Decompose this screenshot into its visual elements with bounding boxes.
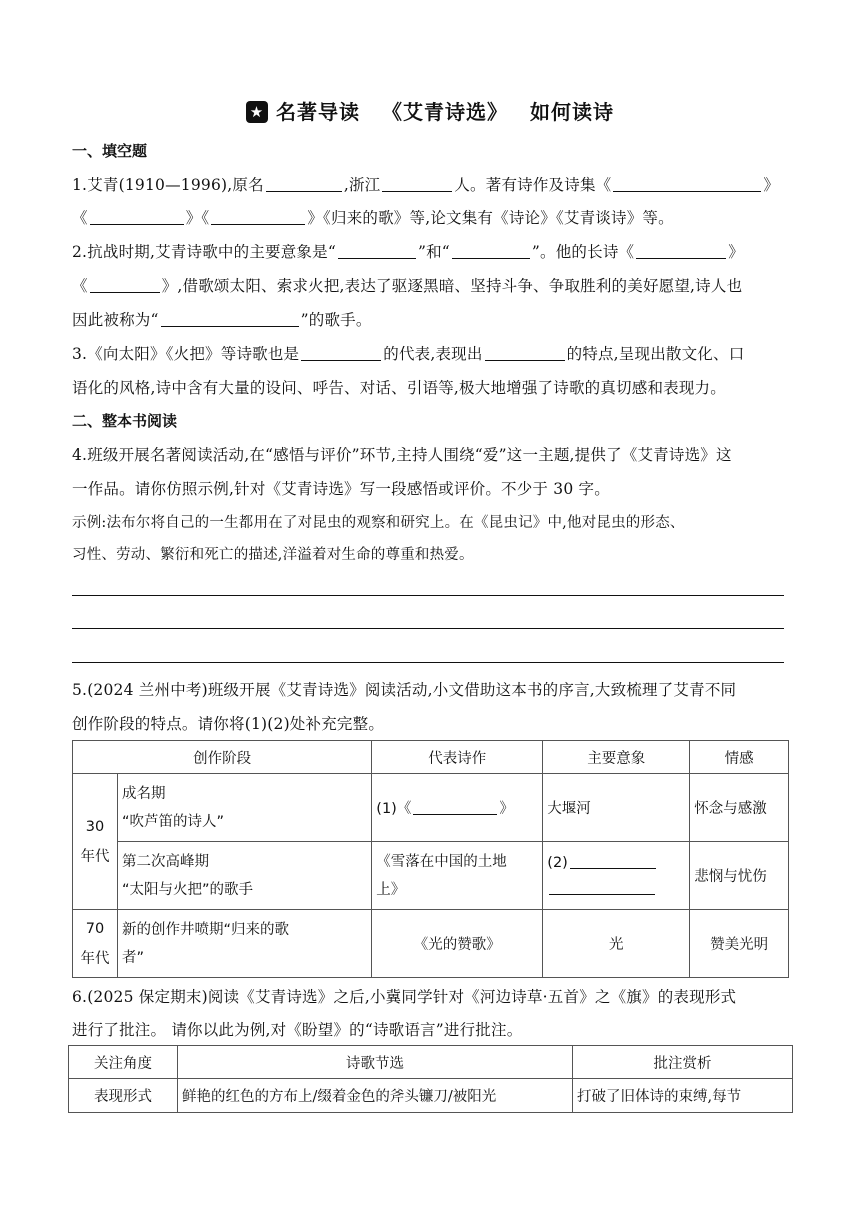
angle-form: 表现形式 [69,1079,178,1113]
answer-line-1[interactable] [72,595,784,596]
blank-singer-title[interactable] [161,312,299,327]
blank-long-poem-2[interactable] [90,278,160,293]
emotion-gratitude: 怀念与感激 [690,774,789,842]
page-title [0,96,860,125]
q6-line1: 6.(2025 保定期末)阅读《艾青诗选》之后,小冀同学针对《河边诗草·五首》之《旗》的表现形式 [72,988,737,1006]
blank-table-2a[interactable] [570,854,656,869]
excerpt-flag: 鲜艳的红色的方布上/缀着金色的斧头镰刀/被阳光 [178,1079,573,1113]
stage-second-peak: 第二次高峰期 “太阳与火把”的歌手 [118,842,372,910]
q2-line3: 因此被称为“ ”的歌手。 [72,311,372,329]
answer-line-3[interactable] [72,662,784,663]
answer-line-2[interactable] [72,628,784,629]
q2-line2: 《 》,借歌颂太阳、索求火把,表达了驱逐黑暗、坚持斗争、争取胜利的美好愿望,诗人也 [72,277,743,295]
annotation-table [68,1045,793,1113]
q6-line2: 进行了批注。 请你以此为例,对《盼望》的“诗歌语言”进行批注。 [72,1021,523,1039]
header-work: 代表诗作 [372,741,543,774]
title-part3: 如何读诗 [530,100,614,124]
stage-fame: 成名期 “吹芦笛的诗人” [118,774,372,842]
blank-collection-2[interactable] [90,210,184,225]
header-emotion: 情感 [690,741,789,774]
q1-line2: 《 》《 》《归来的歌》等,论文集有《诗论》《艾青谈诗》等。 [72,209,674,227]
table-row [73,910,789,978]
blank-real-name[interactable] [266,177,342,192]
star-icon: ★ [246,101,268,123]
emotion-praise: 赞美光明 [690,910,789,978]
q4-line1: 4.班级开展名著阅读活动,在“感悟与评价”环节,主持人围绕“爱”这一主题,提供了《艾青诗选》这 [72,446,732,464]
blank-collection-3[interactable] [211,210,305,225]
era-30s: 30 年代 [73,774,118,910]
blank-table-2b[interactable] [549,880,655,895]
header-image: 主要意象 [543,741,690,774]
header-note: 批注赏析 [573,1046,793,1079]
table-row [73,774,789,842]
work-light: 《光的赞歌》 [372,910,543,978]
blank-table-1[interactable] [413,800,497,815]
blank-hometown[interactable] [382,177,452,192]
table-row [69,1079,793,1113]
header-stage: 创作阶段 [73,741,372,774]
q4-example-line1: 示例:法布尔将自己的一生都用在了对昆虫的观察和研究上。在《昆虫记》中,他对昆虫的形态、 [72,515,685,531]
blank-image-1[interactable] [338,244,416,259]
work-blank-1: (1)《 》 [372,774,543,842]
table-header-row [69,1046,793,1079]
era-70s: 70 年代 [73,910,118,978]
q4-example-line2: 习性、劳动、繁衍和死亡的描述,洋溢着对生命的尊重和热爱。 [72,547,474,563]
table-header-row [73,741,789,774]
section-heading-whole-book: 二、整本书阅读 [72,412,178,430]
header-excerpt: 诗歌节选 [178,1046,573,1079]
image-dayanhe: 大堰河 [543,774,690,842]
q2-line1: 2.抗战时期,艾青诗歌中的主要意象是“ ”和“ ”。他的长诗《 》 [72,243,744,261]
q5-line1: 5.(2024 兰州中考)班级开展《艾青诗选》阅读活动,小文借助这本书的序言,大致梳理了艾青不同 [72,681,737,699]
emotion-sorrow: 悲悯与忧伤 [690,842,789,910]
stage-return: 新的创作井喷期“归来的歌 者” [118,910,372,978]
note-form: 打破了旧体诗的束缚,每节 [573,1079,793,1113]
blank-image-2[interactable] [452,244,530,259]
q1-line1: 1.艾青(1910—1996),原名 ,浙江 人。著有诗作及诗集《 》 [72,176,780,194]
header-angle: 关注角度 [69,1046,178,1079]
image-blank-2: (2) [543,842,690,910]
section-heading-fill-blank: 一、填空题 [72,142,148,160]
q5-line2: 创作阶段的特点。请你将(1)(2)处补充完整。 [72,715,385,733]
title-part1: 名著导读 [276,100,360,124]
work-snow: 《雪落在中国的土地 上》 [372,842,543,910]
q4-line2: 一作品。请你仿照示例,针对《艾青诗选》写一段感悟或评价。不少于 30 字。 [72,480,610,498]
q3-line2: 语化的风格,诗中含有大量的设问、呼告、对话、引语等,极大地增强了诗歌的真切感和表现力。 [72,379,726,397]
blank-long-poem-1[interactable] [636,244,726,259]
blank-feature[interactable] [485,346,565,361]
creation-stage-table [72,740,789,978]
q3-line1: 3.《向太阳》《火把》等诗歌也是 的代表,表现出 的特点,呈现出散文化、口 [72,345,745,363]
blank-collection-1[interactable] [613,177,761,192]
blank-representative[interactable] [301,346,381,361]
table-row [73,842,789,910]
image-light: 光 [543,910,690,978]
title-part2: 《艾青诗选》 [382,100,508,124]
